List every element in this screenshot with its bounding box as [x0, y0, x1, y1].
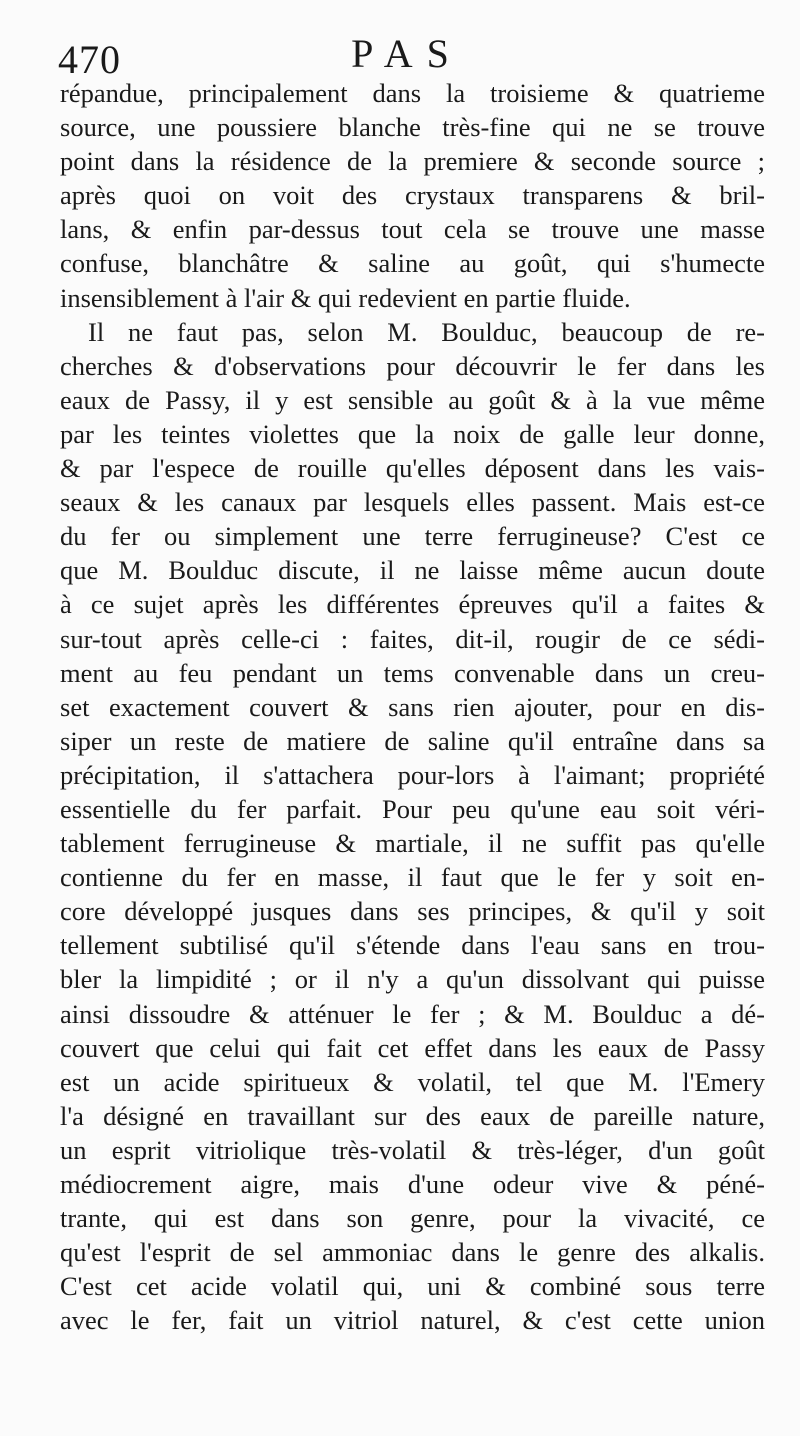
text-line: couvert que celui qui fait cet effet dans les eaux de Passy	[60, 1032, 765, 1063]
text-line: C'est cet acide volatil qui, uni & combiné sous terre	[60, 1271, 765, 1302]
paragraph-start-line: Il ne faut pas, selon M. Boulduc, beaucoup de re-	[88, 316, 765, 347]
text-line: confuse, blanchâtre & saline au goût, qui s'humecte	[60, 248, 765, 279]
text-line: point dans la résidence de la premiere & seconde source ;	[60, 146, 765, 177]
text-line: seaux & les canaux par lesquels elles passent. Mais est-ce	[60, 487, 765, 518]
text-line: est un acide spiritueux & volatil, tel que M. l'Emery	[60, 1066, 765, 1097]
text-line: tellement subtilisé qu'il s'étende dans l'eau sans en trou-	[60, 930, 765, 961]
text-line: par les teintes violettes que la noix de galle leur donne,	[60, 418, 765, 449]
text-line: précipitation, il s'attachera pour-lors à l'aimant; propriété	[60, 759, 765, 790]
text-line: set exactement couvert & sans rien ajouter, pour en dis-	[60, 691, 765, 722]
text-line: lans, & enfin par-dessus tout cela se trouve une masse	[60, 214, 765, 245]
text-line: cherches & d'observations pour découvrir le fer dans les	[60, 350, 765, 381]
text-line: tablement ferrugineuse & martiale, il ne suffit pas qu'elle	[60, 828, 765, 859]
text-line: eaux de Passy, il y est sensible au goût & à la vue même	[60, 384, 765, 415]
text-line: à ce sujet après les différentes épreuves qu'il a faites &	[60, 589, 765, 620]
text-line: source, une poussiere blanche très-fine qui ne se trouve	[60, 112, 765, 143]
text-line: sur-tout après celle-ci : faites, dit-il, rougir de ce sédi-	[60, 623, 765, 654]
text-line: un esprit vitriolique très-volatil & très-léger, d'un goût	[60, 1134, 765, 1165]
text-line: trante, qui est dans son genre, pour la vivacité, ce	[60, 1203, 765, 1234]
text-line: du fer ou simplement une terre ferrugineuse? C'est ce	[60, 521, 765, 552]
text-line: insensiblement à l'air & qui redevient en partie fluide.	[60, 282, 631, 313]
text-line: bler la limpidité ; or il n'y a qu'un dissolvant qui puisse	[60, 964, 765, 995]
text-line: médiocrement aigre, mais d'une odeur vive & péné-	[60, 1169, 765, 1199]
text-line: qu'est l'esprit de sel ammoniac dans le genre des alkalis.	[60, 1237, 765, 1268]
text-line: essentielle du fer parfait. Pour peu qu'une eau soit véri-	[60, 793, 765, 824]
text-line: ment au feu pendant un tems convenable dans un creu-	[60, 657, 765, 688]
body-text	[60, 76, 765, 1337]
text-line: que M. Boulduc discute, il ne laisse même aucun doute	[60, 555, 765, 586]
running-head: PAS	[351, 31, 463, 76]
text-line: & par l'espece de rouille qu'elles déposent dans les vais-	[60, 453, 765, 484]
text-line: contienne du fer en masse, il faut que le fer y soit en-	[60, 862, 765, 893]
text-line: siper un reste de matiere de saline qu'il entraîne dans sa	[60, 725, 765, 756]
text-line: avec le fer, fait un vitriol naturel, & c'est cette union	[60, 1305, 765, 1336]
page-number: 470	[58, 37, 121, 82]
text-line: après quoi on voit des crystaux transparens & bril-	[60, 180, 765, 211]
text-line: ainsi dissoudre & atténuer le fer ; & M. Boulduc a dé-	[60, 998, 765, 1029]
text-line: répandue, principalement dans la troisieme & quatrieme	[60, 78, 765, 108]
text-line: core développé jusques dans ses principes, & qu'il y soit	[60, 896, 765, 927]
text-line: l'a désigné en travaillant sur des eaux de pareille nature,	[60, 1100, 765, 1131]
